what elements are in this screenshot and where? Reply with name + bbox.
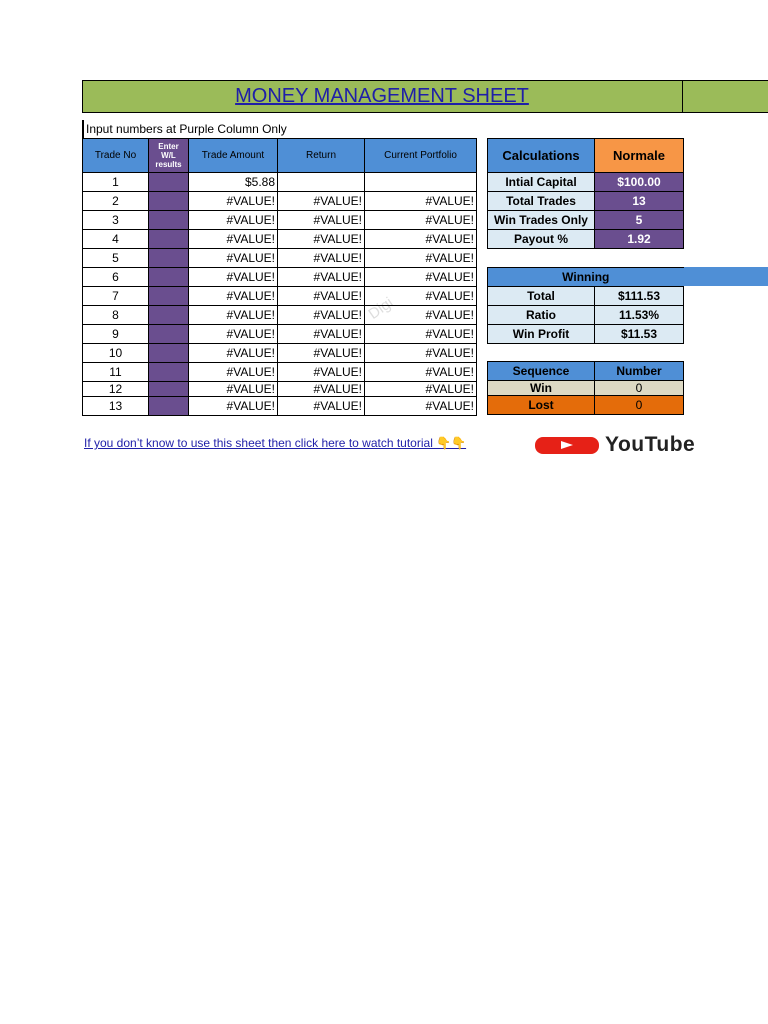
wl-input-cell[interactable]: [149, 397, 189, 416]
trade-no-cell: 13: [83, 397, 149, 416]
return-cell: #VALUE!: [278, 397, 365, 416]
wl-input-cell[interactable]: [149, 382, 189, 397]
table-row: [83, 344, 477, 363]
wl-input-cell[interactable]: [149, 363, 189, 382]
winning-label: Ratio: [488, 306, 595, 325]
header-wl-results: Enter W/L results: [149, 139, 189, 173]
trade-no-cell: 12: [83, 382, 149, 397]
calc-label: Win Trades Only: [488, 211, 595, 230]
lost-count: 0: [595, 396, 684, 415]
sequence-header: Sequence: [488, 362, 595, 381]
wl-input-cell[interactable]: [149, 287, 189, 306]
wl-input-cell[interactable]: [149, 211, 189, 230]
wl-input-cell[interactable]: [149, 173, 189, 192]
return-cell: #VALUE!: [278, 249, 365, 268]
return-cell: [278, 173, 365, 192]
wl-input-cell[interactable]: [149, 325, 189, 344]
winning-label: Total: [488, 287, 595, 306]
return-cell: #VALUE!: [278, 287, 365, 306]
trade-no-cell: 4: [83, 230, 149, 249]
youtube-play-button: [535, 437, 599, 454]
header-current-portfolio: Current Portfolio: [365, 139, 477, 173]
play-icon: [561, 441, 573, 449]
trade-amount-cell: #VALUE!: [189, 230, 278, 249]
mode-cell[interactable]: Normale: [595, 139, 684, 173]
portfolio-cell: #VALUE!: [365, 268, 477, 287]
portfolio-cell: #VALUE!: [365, 363, 477, 382]
table-row: [83, 211, 477, 230]
header-trade-amount: Trade Amount: [189, 139, 278, 173]
table-row: [83, 397, 477, 416]
portfolio-cell: #VALUE!: [365, 211, 477, 230]
sequence-table: [487, 361, 684, 415]
trade-amount-cell: #VALUE!: [189, 211, 278, 230]
return-cell: #VALUE!: [278, 325, 365, 344]
calc-value[interactable]: 13: [595, 192, 684, 211]
return-cell: #VALUE!: [278, 211, 365, 230]
trade-no-cell: 11: [83, 363, 149, 382]
trade-no-cell: 6: [83, 268, 149, 287]
return-cell: #VALUE!: [278, 382, 365, 397]
portfolio-cell: [365, 173, 477, 192]
table-row: [83, 192, 477, 211]
trade-amount-cell: #VALUE!: [189, 268, 278, 287]
header-return: Return: [278, 139, 365, 173]
portfolio-cell: #VALUE!: [365, 192, 477, 211]
wl-input-cell[interactable]: [149, 249, 189, 268]
table-row: [83, 363, 477, 382]
trade-no-cell: 7: [83, 287, 149, 306]
calc-label: Intial Capital: [488, 173, 595, 192]
trade-amount-cell: #VALUE!: [189, 397, 278, 416]
trade-amount-cell: #VALUE!: [189, 344, 278, 363]
trade-no-cell: 8: [83, 306, 149, 325]
trade-table: [82, 138, 477, 416]
page-title: MONEY MANAGEMENT SHEET: [235, 85, 529, 107]
youtube-logo[interactable]: [533, 433, 696, 458]
calculations-header: Calculations: [488, 139, 595, 173]
wl-input-cell[interactable]: [149, 268, 189, 287]
portfolio-cell: #VALUE!: [365, 344, 477, 363]
win-count: 0: [595, 381, 684, 396]
trade-no-cell: 3: [83, 211, 149, 230]
calc-label: Total Trades: [488, 192, 595, 211]
wl-input-cell[interactable]: [149, 344, 189, 363]
calc-value[interactable]: $100.00: [595, 173, 684, 192]
winning-value: $11.53: [595, 325, 684, 344]
winning-label: Win Profit: [488, 325, 595, 344]
table-row: [83, 287, 477, 306]
trade-no-cell: 1: [83, 173, 149, 192]
table-row: [83, 382, 477, 397]
table-row: [83, 249, 477, 268]
winning-value: $111.53: [595, 287, 684, 306]
return-cell: #VALUE!: [278, 363, 365, 382]
portfolio-cell: #VALUE!: [365, 382, 477, 397]
trade-amount-cell: $5.88: [189, 173, 278, 192]
trade-no-cell: 9: [83, 325, 149, 344]
calc-label: Payout %: [488, 230, 595, 249]
return-cell: #VALUE!: [278, 268, 365, 287]
watermark: Digi: [365, 294, 397, 323]
trade-amount-cell: #VALUE!: [189, 192, 278, 211]
cell-border: [682, 80, 683, 113]
return-cell: #VALUE!: [278, 230, 365, 249]
trade-amount-cell: #VALUE!: [189, 382, 278, 397]
instruction-text: Input numbers at Purple Column Only: [82, 120, 382, 138]
return-cell: #VALUE!: [278, 192, 365, 211]
number-header: Number: [595, 362, 684, 381]
table-row: [83, 230, 477, 249]
return-cell: #VALUE!: [278, 344, 365, 363]
portfolio-cell: #VALUE!: [365, 325, 477, 344]
trade-amount-cell: #VALUE!: [189, 325, 278, 344]
calculations-table: [487, 138, 684, 249]
trade-no-cell: 5: [83, 249, 149, 268]
trade-amount-cell: #VALUE!: [189, 306, 278, 325]
calc-value[interactable]: 5: [595, 211, 684, 230]
winning-table: [487, 267, 684, 344]
table-row: [83, 325, 477, 344]
portfolio-cell: #VALUE!: [365, 306, 477, 325]
wl-input-cell[interactable]: [149, 192, 189, 211]
portfolio-cell: #VALUE!: [365, 397, 477, 416]
lost-label: Lost: [488, 396, 595, 415]
wl-input-cell[interactable]: [149, 306, 189, 325]
trade-no-cell: 2: [83, 192, 149, 211]
wl-input-cell[interactable]: [149, 230, 189, 249]
trade-amount-cell: #VALUE!: [189, 363, 278, 382]
return-cell: #VALUE!: [278, 306, 365, 325]
trade-amount-cell: #VALUE!: [189, 287, 278, 306]
trade-table-body: [83, 173, 477, 416]
table-row: [83, 173, 477, 192]
header-trade-no: Trade No: [83, 139, 149, 173]
trade-no-cell: 10: [83, 344, 149, 363]
winning-header: Winning: [488, 268, 684, 287]
table-row: [83, 306, 477, 325]
winning-header-extension: [683, 267, 768, 286]
calc-value[interactable]: 1.92: [595, 230, 684, 249]
portfolio-cell: #VALUE!: [365, 287, 477, 306]
table-row: [83, 268, 477, 287]
tutorial-link[interactable]: If you don’t know to use this sheet then click here to watch tutorial 👇👇: [84, 436, 467, 450]
win-label: Win: [488, 381, 595, 396]
youtube-wordmark: YouTube: [605, 433, 696, 456]
winning-value: 11.53%: [595, 306, 684, 325]
trade-amount-cell: #VALUE!: [189, 249, 278, 268]
portfolio-cell: #VALUE!: [365, 230, 477, 249]
portfolio-cell: #VALUE!: [365, 249, 477, 268]
